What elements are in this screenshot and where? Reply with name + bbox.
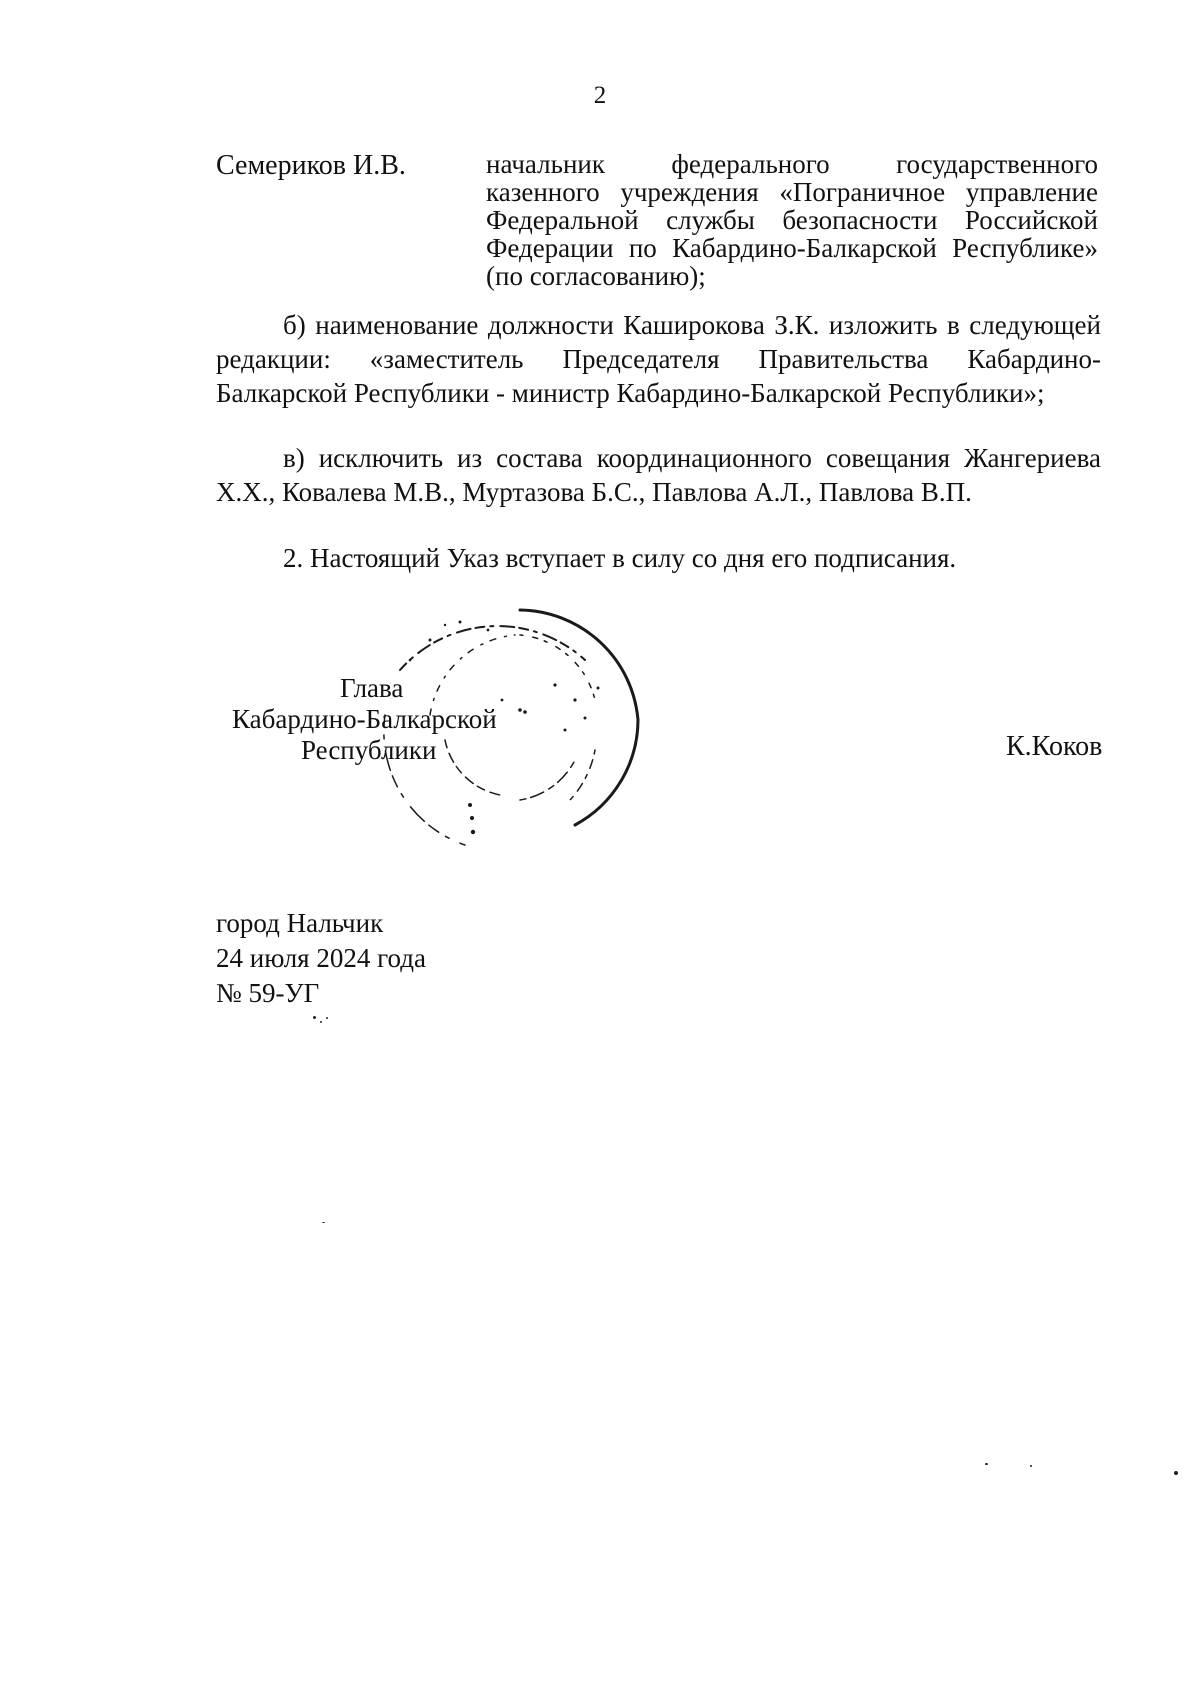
- scan-speck: [313, 1016, 316, 1019]
- member-name: Семериков И.В.: [216, 150, 406, 181]
- signer-title-line-2: Кабардино-Балкарской: [232, 704, 497, 734]
- scan-speck: [1030, 1465, 1032, 1467]
- signer-title-line-1: Глава: [340, 673, 404, 703]
- document-number: № 59-УГ: [216, 978, 320, 1008]
- scan-speck: [320, 1021, 322, 1023]
- scan-speck: [1174, 1471, 1178, 1475]
- member-position: начальник федерального государственного казенного учреждения «Пограничное управление Федеральной службы безопасности Российской Федерации по Кабардино-Балкарской Республике» (по согласованию);: [486, 149, 1098, 291]
- issue-date: 24 июля 2024 года: [216, 943, 426, 973]
- paragraph-c: в) исключить из состава координационного совещания Жангериева Х.Х., Ковалева М.В., Муртазова Б.С., Павлова А.Л., Павлова В.П.: [216, 443, 1101, 507]
- paragraph-b: б) наименование должности Каширокова З.К. изложить в следующей редакции: «заместитель Председателя Правительства Кабардино-Балкарской Республики - министр Кабардино-Балкарской Республики»;: [216, 310, 1101, 408]
- scan-speck: [326, 1017, 328, 1019]
- page-number: 2: [593, 82, 607, 109]
- issue-city: город Нальчик: [216, 908, 384, 938]
- paragraph-2: 2. Настоящий Указ вступает в силу со дня его подписания.: [283, 543, 957, 573]
- signer-name: К.Коков: [1006, 731, 1103, 762]
- scan-speck: [985, 1463, 988, 1465]
- scan-speck: [322, 1222, 325, 1223]
- signer-title-line-3: Республики: [301, 735, 437, 765]
